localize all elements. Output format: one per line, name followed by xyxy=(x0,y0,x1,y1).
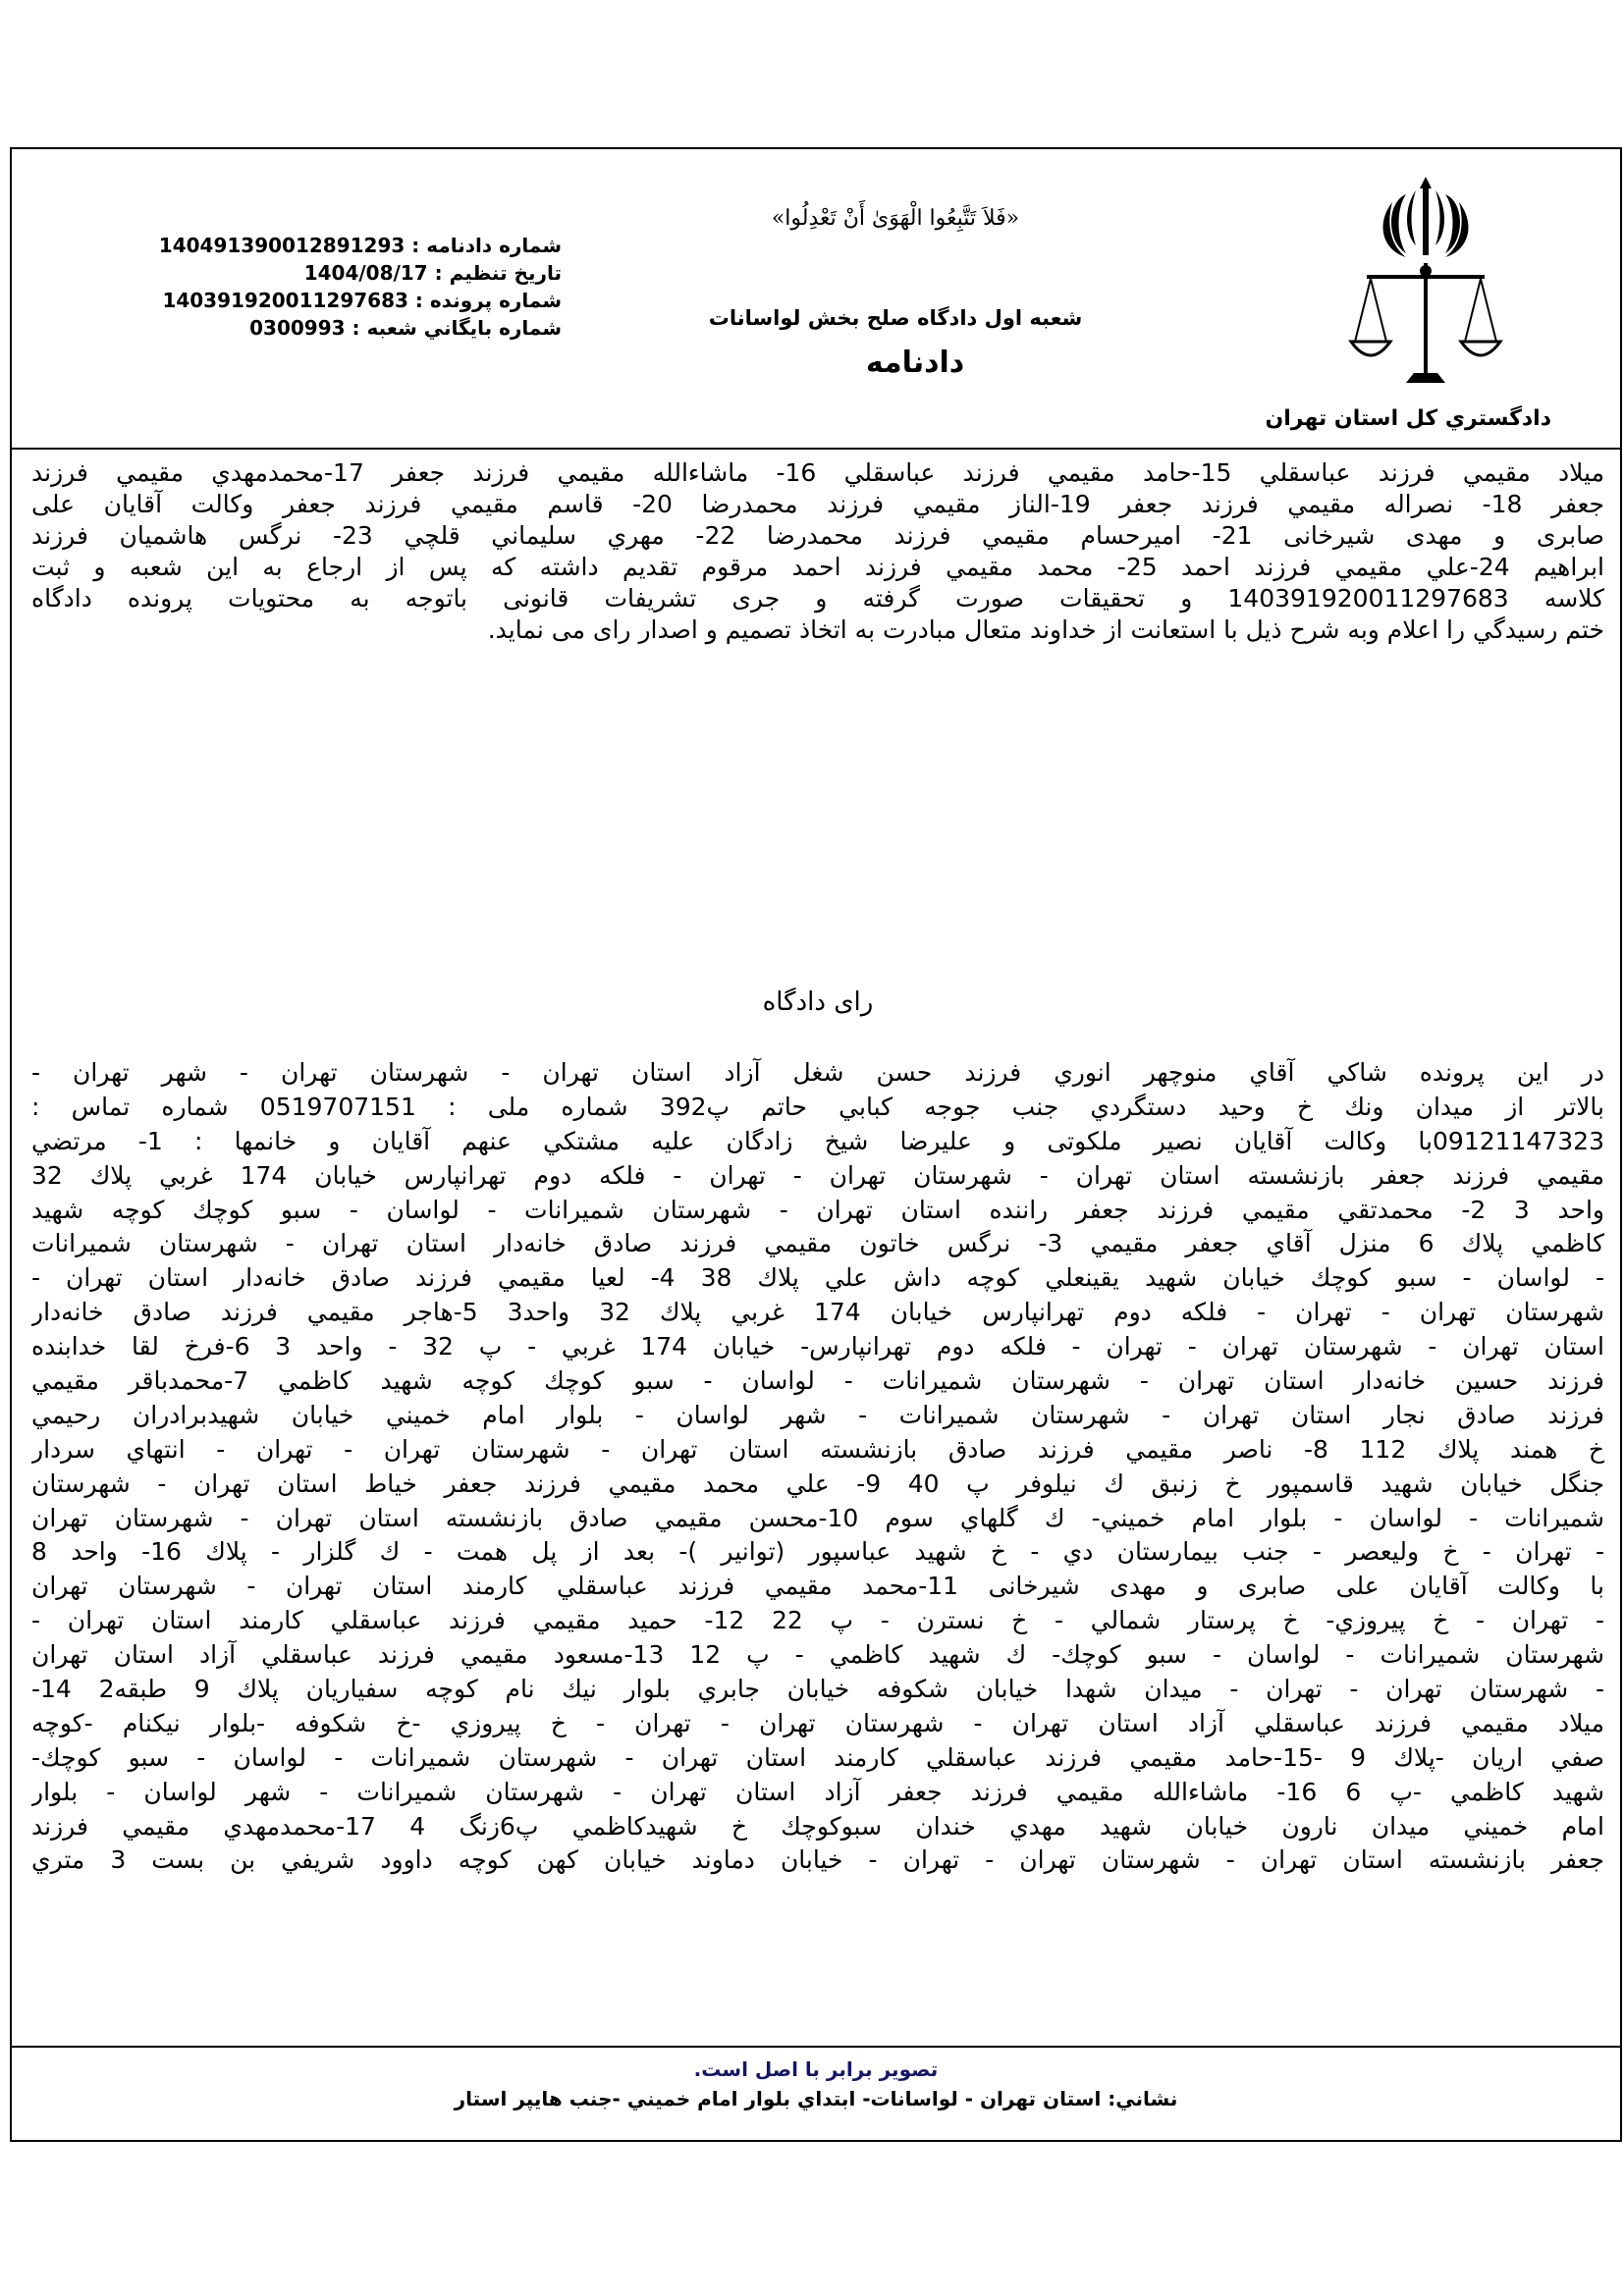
text-line: 09121147323با وكالت آقايان نصير ملكوتى و عليرضا شيخ زادگان عليه مشتكي عنهم آقايان و خانمها : 1- مرتضي xyxy=(31,1126,1604,1155)
judiciary-label: دادگستري كل استان تهران xyxy=(1265,406,1551,431)
meta-label: شماره پرونده : xyxy=(414,289,562,312)
meta-row-case-number xyxy=(149,287,562,314)
text-line: كاظمي پلاك 6 منزل آقاي جعفر مقيمي 3- نرگس خاتون مقيمي فرزند صادق خانه‌دار استان تهران - شهرستان شميرانات xyxy=(31,1229,1604,1258)
document-header xyxy=(12,149,1620,450)
case-metadata xyxy=(149,232,562,342)
text-line: - تهران - خ پيروزي- خ پرستار شمالي - خ نسترن - پ 22 12- حميد مقيمي فرزند عباسقلي كارمند استان تهران - xyxy=(31,1606,1604,1635)
text-line: امام خميني ميدان نارون خيابان شهيد مهدي خندان سبوكوچك خ شهيدكاظمي پ6زنگ 4 17-محمدمهدي مقيمي فرزند xyxy=(31,1811,1604,1841)
iran-emblem-and-scales-icon xyxy=(1347,173,1504,399)
intro-paragraph xyxy=(31,457,1604,646)
quran-verse: «فَلاَ تَتَّبِعُوا الْهَوَىٰ أَنْ تَعْدِلُوا» xyxy=(771,206,1020,231)
meta-row-issue-date xyxy=(149,259,562,287)
document-body xyxy=(31,450,1604,2046)
section-heading: راى دادگاه xyxy=(762,988,874,1017)
meta-value: 1404/08/17 xyxy=(303,261,428,285)
text-line: - لواسان - سبو كوچك خيابان شهيد يقينعلي كوچه داش علي پلاك 38 4- لعيا مقيمي فرزند صادق خانه‌دار استان تهران - xyxy=(31,1263,1604,1293)
meta-label: شماره دادنامه : xyxy=(411,234,562,257)
ruling-paragraph xyxy=(31,1056,1604,1878)
text-line: - تهران - خ وليعصر - جنب بيمارستان دي - خ شهيد عباسپور (توانير )- بعد از پل همت - ك گلزار - پلاك 16- واحد 8 xyxy=(31,1537,1604,1567)
text-line: خ همند پلاك 112 8- ناصر مقيمي فرزند صادق بازنشسته استان تهران - شهرستان تهران - تهران - انتهاي سردار xyxy=(31,1434,1604,1464)
meta-row-archive-number xyxy=(149,314,562,342)
text-line: صابرى و مهدى شيرخانى 21- اميرحسام مقيمي فرزند محمدرضا 22- مهري سليماني قلچي 23- نرگس هاشميان فرزند xyxy=(31,521,1604,550)
court-address: نشاني: استان تهران - لواسانات- ابتداي بلوار امام خميني -جنب هايپر استار xyxy=(454,2087,1178,2110)
certified-copy-note: تصوير برابر با اصل است. xyxy=(693,2057,939,2081)
document-frame xyxy=(10,147,1622,2142)
text-line: مقيمي فرزند جعفر بازنشسته استان تهران - شهرستان تهران - تهران - فلكه دوم تهرانپارس خيابان 174 غربي پلاك 32 xyxy=(31,1160,1604,1190)
meta-value: 140491390012891293 xyxy=(158,234,406,257)
text-line: شهرستان تهران - تهران - فلكه دوم تهرانپارس خيابان 174 غربي پلاك 32 واحد3 5-هاجر مقيمي فرزند صادق خانه‌دار xyxy=(31,1298,1604,1327)
text-line: فرزند حسين خانه‌دار استان تهران - شهرستان شميرانات - لواسان - سبو كوچك كوچه شهيد كاظمي 7-محمدباقر مقيمي xyxy=(31,1366,1604,1396)
text-line: كلاسه 140391920011297683 و تحقيقات صورت گرفته و جرى تشريفات قانونى باتوجه به محتويات پرونده دادگاه xyxy=(31,584,1604,613)
text-line: شهيد كاظمي -پ 6 16- ماشاءالله مقيمي فرزند جعفر آزاد استان تهران - شهرستان شميرانات - شهر لواسان - بلوار xyxy=(31,1777,1604,1806)
text-line: با وكالت آقايان على صابرى و مهدى شيرخانى 11-محمد مقيمي فرزند عباسقلي كارمند استان تهران - شهرستان تهران xyxy=(31,1572,1604,1601)
text-line: فرزند صادق نجار استان تهران - شهرستان شميرانات - شهر لواسان - بلوار امام خميني خيابان شهيدبرادران رحيمي xyxy=(31,1400,1604,1429)
text-line: استان تهران - شهرستان تهران - تهران - فلكه دوم تهرانپارس- خيابان 174 غربي - پ 32 - واحد 3 6-فرخ لقا خدابنده xyxy=(31,1332,1604,1362)
text-line: ميلاد مقيمي فرزند عباسقلي آزاد استان تهران - شهرستان تهران - تهران - خ پيروزي -خ شكوفه -بلوار نيكنام -كوچه xyxy=(31,1708,1604,1737)
meta-label: تاريخ تنظيم : xyxy=(434,261,562,285)
court-branch-title: شعبه اول دادگاه صلح بخش لواسانات xyxy=(708,306,1083,330)
text-line: ختم رسيدگي را اعلام وبه شرح ذيل با استعانت از خداوند متعال مبادرت به اتخاذ تصميم و اصدار راى مى نمايد. xyxy=(487,615,1604,644)
meta-row-verdict-number xyxy=(149,232,562,259)
meta-value: 0300993 xyxy=(249,316,346,340)
text-line: واحد 3 2- محمدتقي مقيمي فرزند جعفر راننده استان تهران - شهرستان شميرانات - لواسان - سبو كوچك كوچه شهيد xyxy=(31,1195,1604,1224)
text-line: شهرستان شميرانات - لواسان - سبو كوچك- ك شهيد كاظمي - پ 12 13-مسعود مقيمي فرزند عباسقلي آزاد استان تهران xyxy=(31,1640,1604,1670)
text-line: صفي اريان -پلاك 9 -15-حامد مقيمي فرزند عباسقلي كارمند استان تهران - شهرستان شميرانات - لواسان - سبو كوچك- xyxy=(31,1742,1604,1772)
text-line: شميرانات - لواسان - بلوار امام خميني- ك گلهاي سوم 10-محسن مقيمي صادق بازنشسته استان تهران - شهرستان تهران xyxy=(31,1503,1604,1532)
text-line: جنگل خيابان شهيد قاسمپور خ زنبق ك نيلوفر پ 40 9- علي محمد مقيمي فرزند جعفر خياط استان تهران - شهرستان xyxy=(31,1468,1604,1498)
text-line: در اين پرونده شاكي آقاي منوچهر انوري فرزند حسن شغل آزاد استان تهران - شهرستان تهران - شهر تهران - xyxy=(31,1058,1604,1087)
text-line: ميلاد مقيمي فرزند عباسقلي 15-حامد مقيمي فرزند عباسقلي 16- ماشاءالله مقيمي فرزند جعفر 17-محمدمهدي مقيمي فرزند xyxy=(31,458,1604,487)
document-type-title: دادنامه xyxy=(865,346,965,380)
text-line: جعفر بازنشسته استان تهران - شهرستان تهران - تهران - خيابان دماوند خيابان كهن كوچه داوود شريفي بن بست 3 متري xyxy=(31,1845,1604,1875)
text-line: ابراهيم 24-علي مقيمي فرزند احمد 25- محمد مقيمي فرزند احمد مرقوم تقديم داشته كه پس از ارجاع به اين شعبه و ثبت xyxy=(31,553,1604,581)
text-line: جعفر 18- نصراله مقيمي فرزند جعفر 19-الناز مقيمي فرزند محمدرضا 20- قاسم مقيمي فرزند جعفر وكالت آقايان على xyxy=(31,490,1604,518)
meta-value: 140391920011297683 xyxy=(162,289,408,312)
document-footer xyxy=(12,2046,1620,2142)
text-line: - شهرستان تهران - تهران - ميدان شهدا خيابان شكوفه خيابان جابري بلوار نيك نام كوچه سفياريان پلاك 9 طبقه2 14- xyxy=(31,1675,1604,1704)
text-line: بالاتر از ميدان ونك خ وحيد دستگردي جنب جوجه كبابي حاتم پ392 شماره ملى : 0519707151 شماره تماس : xyxy=(31,1092,1604,1121)
meta-label: شماره بايگاني شعبه : xyxy=(352,316,562,340)
